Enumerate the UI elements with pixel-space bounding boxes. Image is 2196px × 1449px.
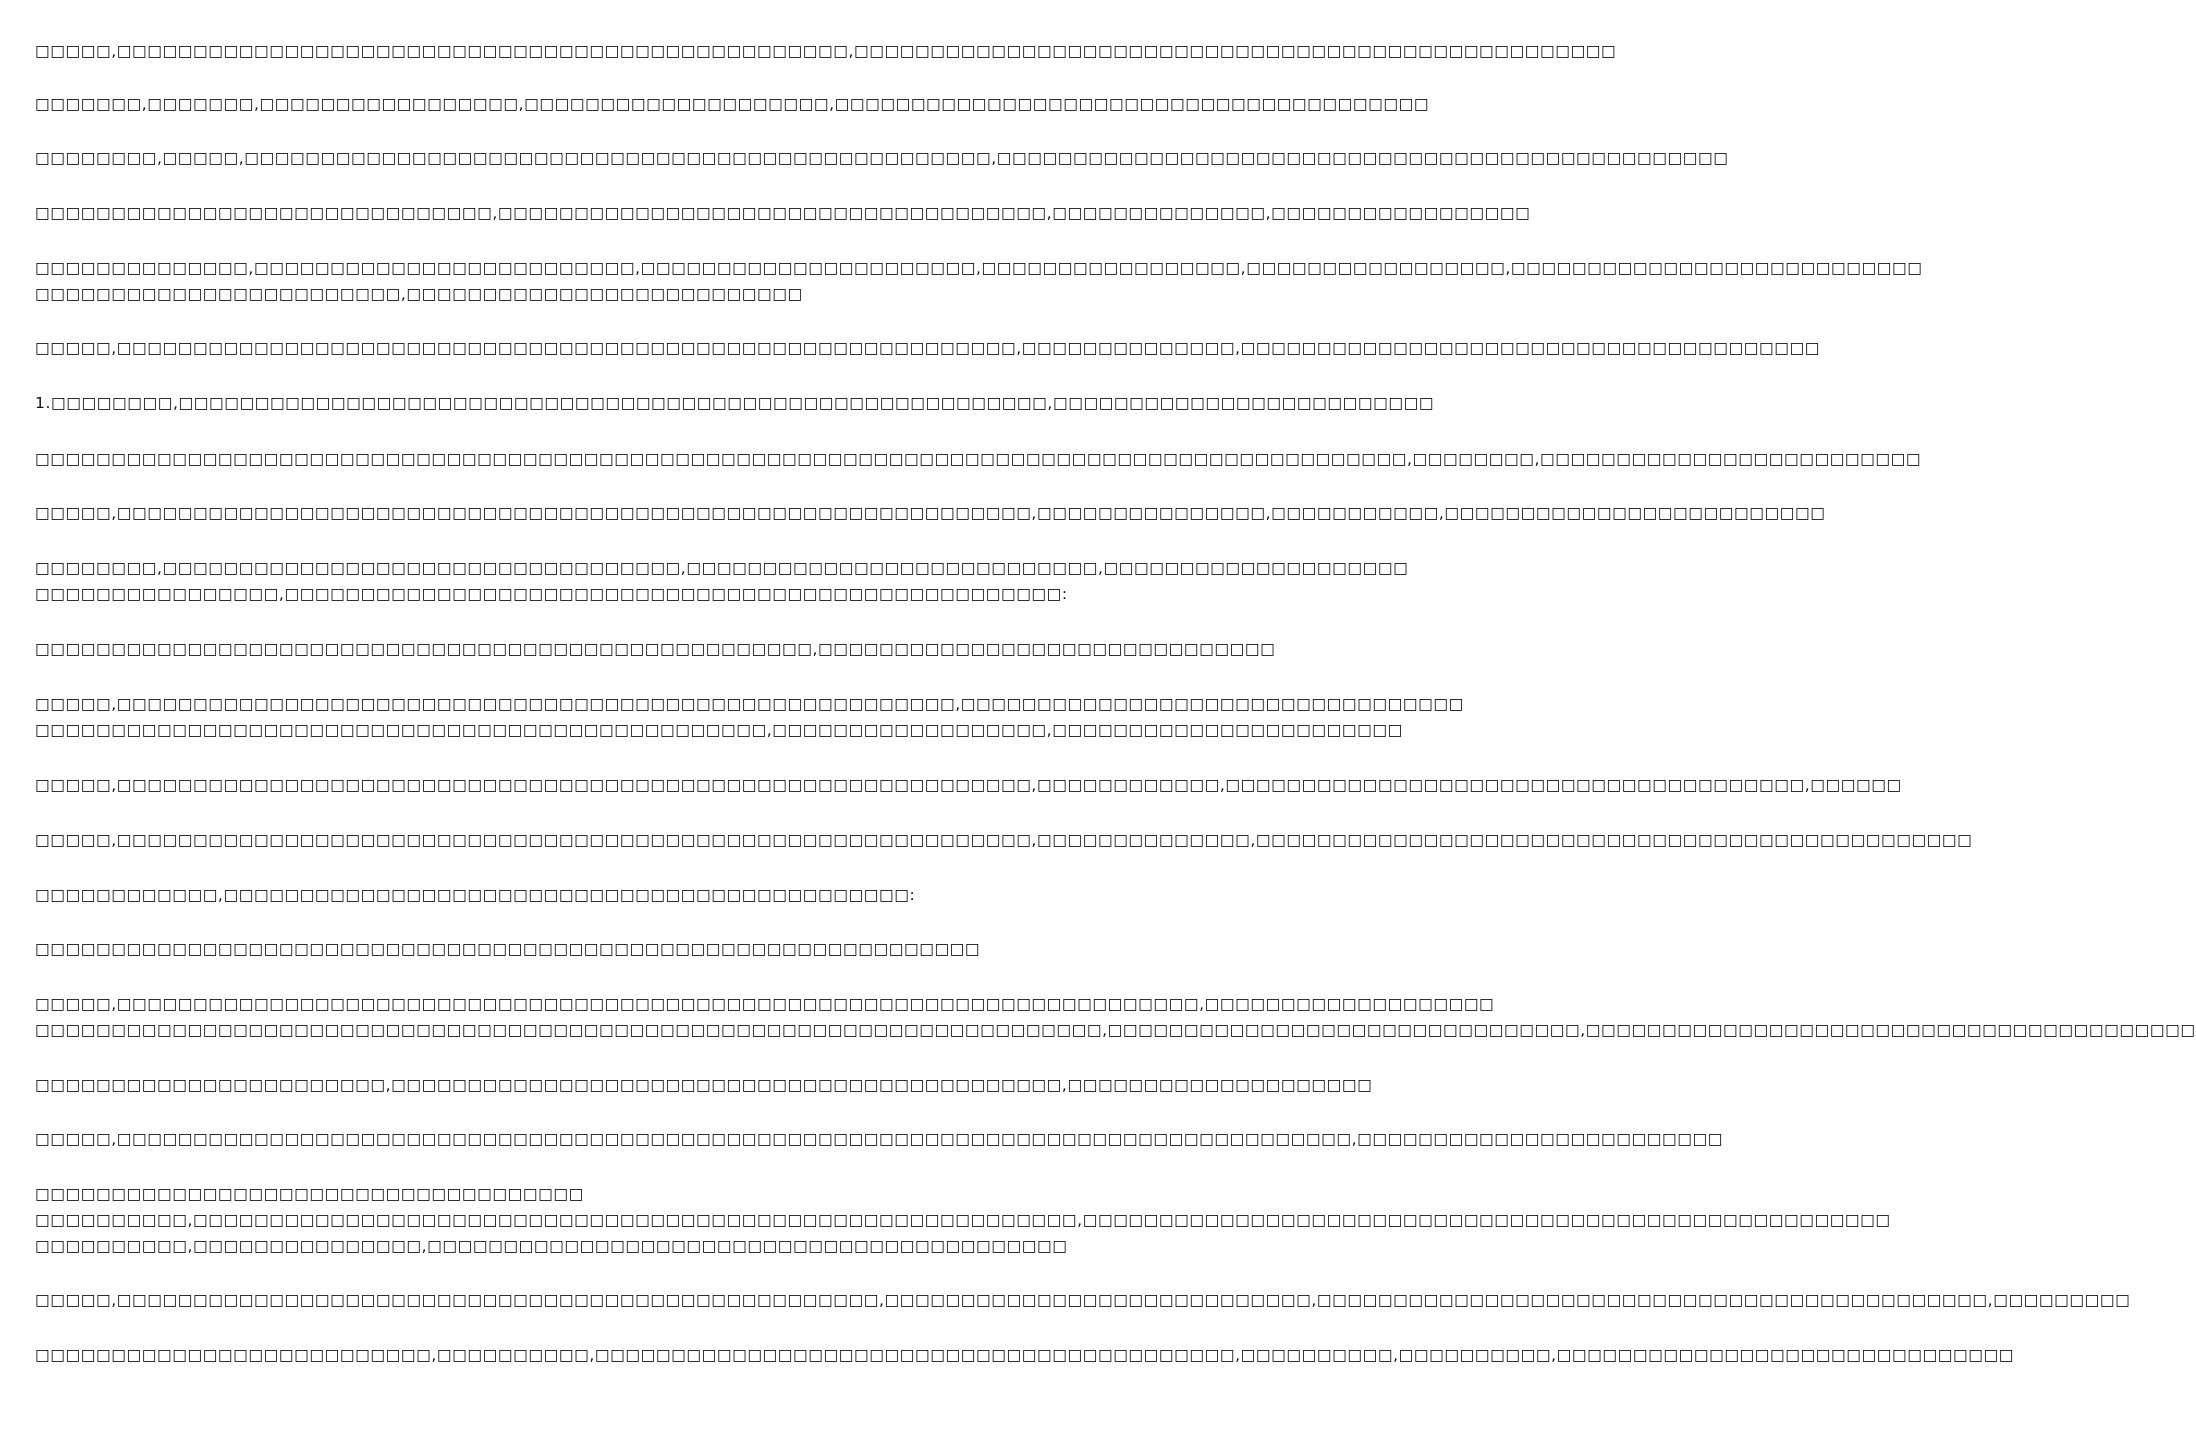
paragraph (35, 446, 1921, 472)
paragraph-line: □□□□□□□□□□□□□□□□□□□□□□□□,□□□□□□□□□□□□□□□□□□□□□□□□□□ (35, 285, 803, 303)
paragraph-line: □□□□□□□□□□□□□□□□□□□□□□□□□□□□□□□□□□□□□□□□□□□□□□□□□□□□□□□□□□□□□□□□□□□□□□,□□□□□□□□□□□□□□□□□□□□□□□□□□□□□□□,□□□□□□□□□□□□□□□□□□□□□□□□□□□□□□□□□□□□□□□□ (35, 1021, 2196, 1039)
paragraph-line: □□□□□□□□□□,□□□□□□□□□□□□□□□,□□□□□□□□□□□□□□□□□□□□□□□□□□□□□□□□□□□□□□□□□□ (35, 1237, 1068, 1255)
paragraph-line: □□□□□□□□□□,□□□□□□□□□□□□□□□□□□□□□□□□□□□□□□□□□□□□□□□□□□□□□□□□□□□□□□□□□□,□□□□□□□□□□□□□□□□□□□□□□□□□□□□□□□□□□□□□□□□□□□□□□□□□□□□□ (35, 1211, 1891, 1229)
paragraph-line: □□□□□□□□□□□□□□□□□□□□□□□□□□□□□□□□□□□□□□□□□□□□□□□□□□□□□□□□□□□□□□ (35, 940, 981, 958)
paragraph-line: □□□□□□□□,□□□□□,□□□□□□□□□□□□□□□□□□□□□□□□□□□□□□□□□□□□□□□□□□□□□□□□□,□□□□□□□□□□□□□□□□□□□□□□□□□□□□□□□□□□□□□□□□□□□□□□□□ (35, 149, 1729, 167)
paragraph-line: □□□□□,□□□□□□□□□□□□□□□□□□□□□□□□□□□□□□□□□□□□□□□□□□□□□□□□□□,□□□□□□□□□□□□□□□□□□□□□□□□□□□□,□□□□□□□□□□□□□□□□□□□□□□□□□□□□□□□□□□□□□□□□□□□□,□□□□□□□□□ (35, 1291, 2131, 1309)
paragraph-line: □□□□□□□□□□□□□□□□□□□□□□□□□□,□□□□□□□□□□,□□□□□□□□□□□□□□□□□□□□□□□□□□□□□□□□□□□□□□□□□□,□□□□□□□□□□,□□□□□□□□□□,□□□□□□□□□□□□□□□□□□□□□□□□□□□□□□ (35, 1346, 2014, 1364)
paragraph (35, 38, 1616, 64)
paragraph (35, 91, 1429, 117)
paragraph-line: □□□□□□□□□□□□□□□□□□□□□□□□□□□□□□□□□□□□□□□□□□□□□□□□□□□□□□□□□□□□□□□□□□□□□□□□□□□□□□□□□□□□□□□□□□,□□□□□□□□,□□□□□□□□□□□□□□□□□□□□□□□□□ (35, 450, 1922, 468)
paragraph (35, 255, 1923, 307)
paragraph-line: □□□□□□□□□□□□□□,□□□□□□□□□□□□□□□□□□□□□□□□□,□□□□□□□□□□□□□□□□□□□□□□,□□□□□□□□□□□□□□□□□,□□□□□□□□□□□□□□□□□,□□□□□□□□□□□□□□□□□□□□□□□□□□□ (35, 259, 1923, 277)
paragraph-line: □□□□□,□□□□□□□□□□□□□□□□□□□□□□□□□□□□□□□□□□□□□□□□□□□□□□□□□□□□□□□□□□□□,□□□□□□□□□□□□,□□□□□□□□□□□□□□□□□□□□□□□□□□□□□□□□□□□□□□,□□□□□□ (35, 776, 1902, 794)
paragraph-line: □□□□□□□□□□□□□□□□□□□□□□□□□□□□□□,□□□□□□□□□□□□□□□□□□□□□□□□□□□□□□□□□□□□,□□□□□□□□□□□□□□,□□□□□□□□□□□□□□□□□ (35, 204, 1531, 222)
paragraph (35, 936, 980, 962)
paragraph (35, 390, 1434, 416)
paragraph (35, 827, 1972, 853)
paragraph (35, 335, 1820, 361)
paragraph (35, 1072, 1372, 1098)
paragraph (35, 772, 1902, 798)
paragraph-line: □□□□□□□□□□□□□□□□□□□□□□□,□□□□□□□□□□□□□□□□□□□□□□□□□□□□□□□□□□□□□□□□□□□□,□□□□□□□□□□□□□□□□□□□□ (35, 1076, 1373, 1094)
paragraph-line: □□□□□□□□□□□□□□□□□□□□□□□□□□□□□□□□□□□□□□□□□□□□□□□□,□□□□□□□□□□□□□□□□□□,□□□□□□□□□□□□□□□□□□□□□□□ (35, 721, 1403, 739)
paragraph (35, 145, 1729, 171)
paragraph-line: □□□□□,□□□□□□□□□□□□□□□□□□□□□□□□□□□□□□□□□□□□□□□□□□□□□□□□□□□□□□□□□□□,□□□□□□□□□□□□□□,□□□□□□□□□□□□□□□□□□□□□□□□□□□□□□□□□□□□□□ (35, 339, 1820, 357)
paragraph-line: □□□□□□□□,□□□□□□□□□□□□□□□□□□□□□□□□□□□□□□□□□□,□□□□□□□□□□□□□□□□□□□□□□□□□□□,□□□□□□□□□□□□□□□□□□□□ (35, 559, 1409, 577)
paragraph-line: □□□□□,□□□□□□□□□□□□□□□□□□□□□□□□□□□□□□□□□□□□□□□□□□□□□□□□□□□□□□□,□□□□□□□□□□□□□□□□□□□□□□□□□□□□□□□□□ (35, 695, 1464, 713)
paragraph (35, 882, 915, 908)
paragraph (35, 991, 2196, 1043)
paragraph-line: □□□□□□□□□□□□,□□□□□□□□□□□□□□□□□□□□□□□□□□□□□□□□□□□□□□□□□□□□□: (35, 886, 916, 904)
paragraph-line: □□□□□□□□□□□□□□□□,□□□□□□□□□□□□□□□□□□□□□□□□□□□□□□□□□□□□□□□□□□□□□□□□□□□: (35, 585, 1068, 603)
paragraph (35, 636, 1275, 662)
paragraph (35, 555, 1408, 607)
paragraph (35, 1126, 1723, 1152)
paragraph-line: □□□□□,□□□□□□□□□□□□□□□□□□□□□□□□□□□□□□□□□□□□□□□□□□□□□□□□□□□□□□□□□□□□□□□□□□□□□□□,□□□□□□□□□□□□□□□□□□□ (35, 995, 1495, 1013)
paragraph-line: 1.□□□□□□□□,□□□□□□□□□□□□□□□□□□□□□□□□□□□□□□□□□□□□□□□□□□□□□□□□□□□□□□□□□,□□□□□□□□□□□□□□□□□□□□□□□□□ (35, 394, 1435, 412)
paragraph (35, 500, 1826, 526)
paragraph-line: □□□□□,□□□□□□□□□□□□□□□□□□□□□□□□□□□□□□□□□□□□□□□□□□□□□□□□□□□□□□□□□□□□,□□□□□□□□□□□□□□□,□□□□□□□□□□□,□□□□□□□□□□□□□□□□□□□□□□□□□ (35, 504, 1826, 522)
paragraph-line: □□□□□□□,□□□□□□□,□□□□□□□□□□□□□□□□□,□□□□□□□□□□□□□□□□□□□□,□□□□□□□□□□□□□□□□□□□□□□□□□□□□□□□□□□□□□□□ (35, 95, 1430, 113)
paragraph (35, 691, 1464, 743)
paragraph-line: □□□□□,□□□□□□□□□□□□□□□□□□□□□□□□□□□□□□□□□□□□□□□□□□□□□□□□,□□□□□□□□□□□□□□□□□□□□□□□□□□□□□□□□□□□□□□□□□□□□□□□□□□ (35, 42, 1617, 60)
paragraph-line: □□□□□□□□□□□□□□□□□□□□□□□□□□□□□□□□□□□□□□□□□□□□□□□□□□□,□□□□□□□□□□□□□□□□□□□□□□□□□□□□□□ (35, 640, 1276, 658)
paragraph (35, 200, 1530, 226)
paragraph-line: □□□□□,□□□□□□□□□□□□□□□□□□□□□□□□□□□□□□□□□□□□□□□□□□□□□□□□□□□□□□□□□□□□,□□□□□□□□□□□□□□,□□□□□□□□□□□□□□□□□□□□□□□□□□□□□□□□□□□□□□□□□□□□□□□ (35, 831, 1973, 849)
paragraph (35, 1287, 2130, 1313)
paragraph (35, 1342, 2014, 1368)
paragraph-line: □□□□□,□□□□□□□□□□□□□□□□□□□□□□□□□□□□□□□□□□□□□□□□□□□□□□□□□□□□□□□□□□□□□□□□□□□□□□□□□□□□□□□□□,□□□□□□□□□□□□□□□□□□□□□□□□ (35, 1130, 1723, 1148)
paragraph (35, 1181, 1891, 1259)
paragraph-line: □□□□□□□□□□□□□□□□□□□□□□□□□□□□□□□□□□□□ (35, 1185, 584, 1203)
